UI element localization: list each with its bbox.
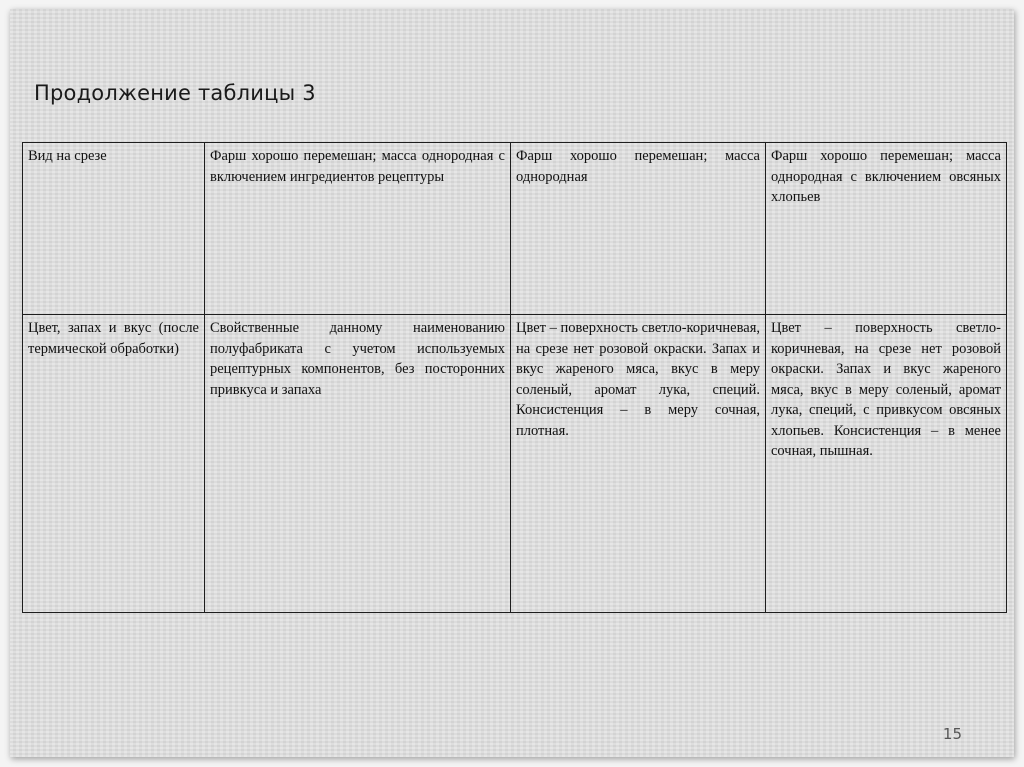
table-cell: Цвет – поверхность светло-коричневая, на срезе нет розовой окраски. Запах и вкус жареного мяса, вкус в меру соленый, аромат лука, специй. Консистенция – в меру сочная, плотная.: [511, 315, 766, 613]
table-row: [23, 143, 1007, 315]
table-cell: Фарш хорошо перемешан; масса однородная: [511, 143, 766, 315]
table-cell-indicator: Цвет, запах и вкус (после термической обработки): [23, 315, 205, 613]
slide-title: Продолжение таблицы 3: [34, 81, 316, 105]
table-cell: Фарш хорошо перемешан; масса однородная с включением ингредиентов рецептуры: [205, 143, 511, 315]
page-number: 15: [942, 725, 962, 743]
table-row: [23, 315, 1007, 613]
table-cell: Цвет – поверхность светло-коричневая, на срезе нет розовой окраски. Запах и вкус жареного мяса, вкус в меру соленый, аромат лука, специй, с привкусом овсяных хлопьев. Консистенция – в менее сочная, пышная.: [766, 315, 1007, 613]
quality-table: [22, 142, 1007, 613]
table-cell: Фарш хорошо перемешан; масса однородная с включением овсяных хлопьев: [766, 143, 1007, 315]
slide: [10, 9, 1014, 757]
table-cell-indicator: Вид на срезе: [23, 143, 205, 315]
table-cell: Свойственные данному наименованию полуфабриката с учетом используемых рецептурных компонентов, без посторонних привкуса и запаха: [205, 315, 511, 613]
